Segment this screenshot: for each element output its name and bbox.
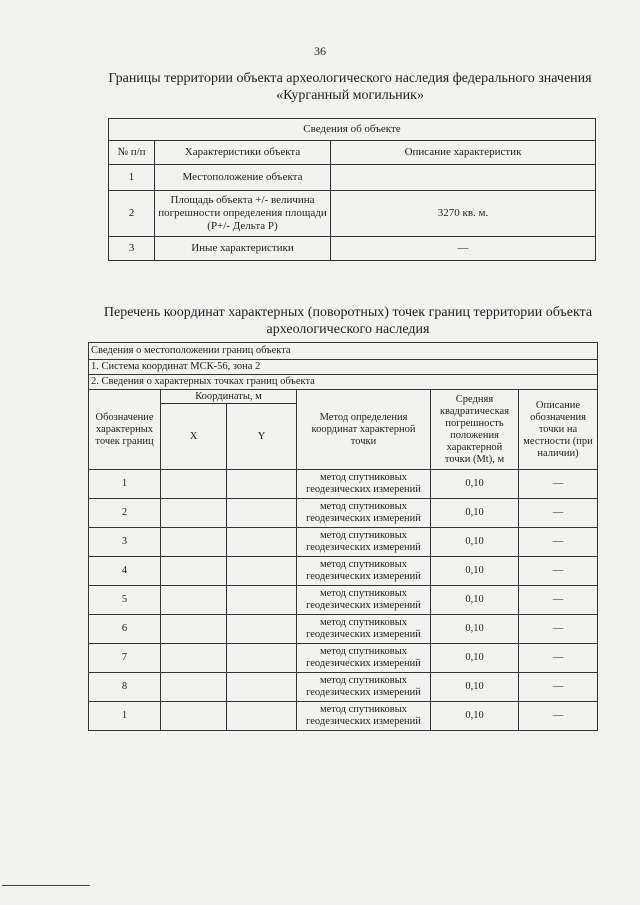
coordinates-list-title: Перечень координат характерных (поворотных) точек границ территории объекта археологического наследия [103,305,593,337]
coordinates-table [88,342,598,731]
row-y [227,586,297,615]
footnote-divider [2,885,90,886]
row-x [161,702,227,731]
row-description: — [519,470,598,499]
row-x [161,470,227,499]
table-row [89,673,598,702]
row-description: — [519,702,598,731]
row-number: 3 [109,237,155,261]
row-mt: 0,10 [431,644,519,673]
coordinate-system: 1. Система координат МСК-56, зона 2 [89,360,598,375]
row-y [227,528,297,557]
table-row [89,528,598,557]
col-description-header: Описание обозначения точки на местности (при наличии) [519,390,598,470]
row-y [227,673,297,702]
row-method: метод спутниковых геодезических измерений [297,644,431,673]
row-mt: 0,10 [431,470,519,499]
row-description: — [519,673,598,702]
row-y [227,702,297,731]
page-number: 36 [314,44,326,58]
row-point: 3 [89,528,161,557]
row-description: — [519,615,598,644]
table-row [89,615,598,644]
row-method: метод спутниковых геодезических измерений [297,499,431,528]
row-x [161,586,227,615]
table-row [89,499,598,528]
row-x [161,615,227,644]
table-row [89,586,598,615]
row-description: 3270 кв. м. [331,191,596,237]
row-method: метод спутниковых геодезических измерений [297,470,431,499]
row-x [161,644,227,673]
object-info-table [108,118,596,261]
row-mt: 0,10 [431,557,519,586]
col-method-header: Метод определения координат характерной точки [297,390,431,470]
row-description: — [519,586,598,615]
object-boundaries-title: Границы территории объекта археологического наследия федерального значения «Курганный могильник» [108,71,592,103]
row-y [227,470,297,499]
table-row [109,191,596,237]
col-description-header: Описание характеристик [331,141,596,165]
row-point: 2 [89,499,161,528]
row-description: — [519,557,598,586]
col-y-header: Y [227,404,297,470]
row-point: 8 [89,673,161,702]
row-x [161,673,227,702]
row-point: 6 [89,615,161,644]
table-row [109,237,596,261]
row-mt: 0,10 [431,586,519,615]
row-point: 4 [89,557,161,586]
row-method: метод спутниковых геодезических измерений [297,702,431,731]
row-x [161,499,227,528]
row-x [161,528,227,557]
row-point: 5 [89,586,161,615]
col-characteristic-header: Характеристики объекта [155,141,331,165]
row-mt: 0,10 [431,528,519,557]
col-point-header: Обозначение характерных точек границ [89,390,161,470]
row-x [161,557,227,586]
row-number: 2 [109,191,155,237]
row-point: 7 [89,644,161,673]
col-x-header: X [161,404,227,470]
location-section-header: Сведения о местоположении границ объекта [89,343,598,360]
row-mt: 0,10 [431,673,519,702]
row-point: 1 [89,702,161,731]
col-number-header: № п/п [109,141,155,165]
row-description: — [331,237,596,261]
row-y [227,557,297,586]
row-method: метод спутниковых геодезических измерений [297,586,431,615]
row-y [227,644,297,673]
table-row [89,470,598,499]
row-mt: 0,10 [431,499,519,528]
row-mt: 0,10 [431,702,519,731]
row-characteristic: Местоположение объекта [155,165,331,191]
row-mt: 0,10 [431,615,519,644]
row-description [331,165,596,191]
col-mt-header: Средняя квадратическая погрешность положения характерной точки (Mt), м [431,390,519,470]
row-method: метод спутниковых геодезических измерений [297,615,431,644]
row-method: метод спутниковых геодезических измерений [297,528,431,557]
row-characteristic: Иные характеристики [155,237,331,261]
col-coordinates-header: Координаты, м [161,390,297,404]
row-description: — [519,528,598,557]
table-row [109,165,596,191]
row-y [227,499,297,528]
points-section-header: 2. Сведения о характерных точках границ объекта [89,375,598,390]
row-characteristic: Площадь объекта +/- величина погрешности определения площади (Р+/- Дельта Р) [155,191,331,237]
row-number: 1 [109,165,155,191]
row-method: метод спутниковых геодезических измерений [297,557,431,586]
object-info-header: Сведения об объекте [109,119,596,141]
table-row [89,702,598,731]
row-description: — [519,499,598,528]
row-method: метод спутниковых геодезических измерений [297,673,431,702]
row-description: — [519,644,598,673]
table-row [89,557,598,586]
table-row [89,644,598,673]
row-point: 1 [89,470,161,499]
row-y [227,615,297,644]
